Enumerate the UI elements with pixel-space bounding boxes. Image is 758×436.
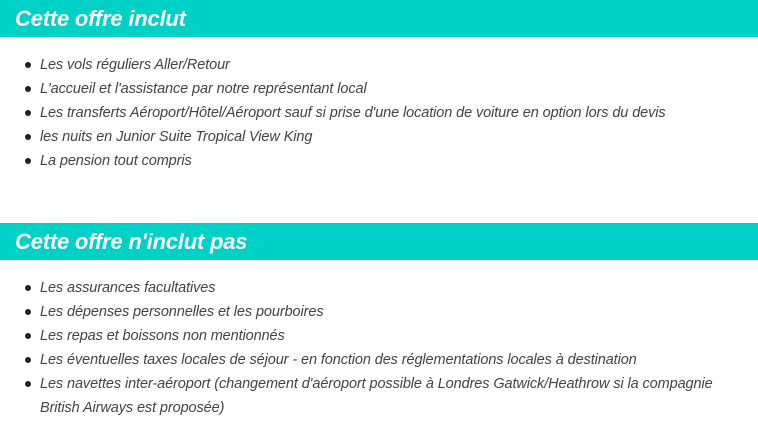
excluded-item-text: Les éventuelles taxes locales de séjour - en fonction des réglementations locales à destination: [40, 352, 637, 368]
bullet-icon: [25, 62, 31, 68]
included-item-text: Les transferts Aéroport/Hôtel/Aéroport sauf si prise d'une location de voiture en option lors du devis: [40, 105, 666, 121]
bullet-icon: [25, 309, 31, 315]
excluded-list-item: [0, 300, 730, 324]
excluded-list-item: [0, 324, 730, 348]
excluded-list-item: [0, 372, 730, 420]
included-section-header: [0, 0, 758, 37]
bullet-icon: [25, 110, 31, 116]
excluded-section-header: [0, 223, 758, 260]
included-list-item: [0, 125, 730, 149]
included-item-text: les nuits en Junior Suite Tropical View King: [40, 129, 313, 145]
bullet-icon: [25, 285, 31, 291]
included-list-item: [0, 77, 730, 101]
bullet-icon: [25, 134, 31, 140]
bullet-icon: [25, 381, 31, 387]
included-item-text: L'accueil et l'assistance par notre représentant local: [40, 81, 367, 97]
included-item-text: La pension tout compris: [40, 153, 192, 169]
excluded-item-text: Les repas et boissons non mentionnés: [40, 328, 285, 344]
bullet-icon: [25, 86, 31, 92]
excluded-list-item: [0, 348, 730, 372]
included-list-item: [0, 149, 730, 173]
included-items-list: [0, 53, 730, 173]
included-item-text: Les vols réguliers Aller/Retour: [40, 57, 230, 73]
excluded-section-title: Cette offre n'inclut pas: [15, 229, 248, 254]
included-section-title: Cette offre inclut: [15, 6, 186, 31]
bullet-icon: [25, 357, 31, 363]
excluded-item-text: Les dépenses personnelles et les pourboires: [40, 304, 324, 320]
bullet-icon: [25, 333, 31, 339]
included-list-item: [0, 101, 730, 125]
excluded-item-text: Les navettes inter-aéroport (changement d'aéroport possible à Londres Gatwick/Heathrow si la compagnie British Airways est proposée): [40, 376, 713, 416]
included-list-item: [0, 53, 730, 77]
bullet-icon: [25, 158, 31, 164]
excluded-item-text: Les assurances facultatives: [40, 280, 216, 296]
excluded-list-item: [0, 276, 730, 300]
excluded-items-list: [0, 276, 730, 420]
